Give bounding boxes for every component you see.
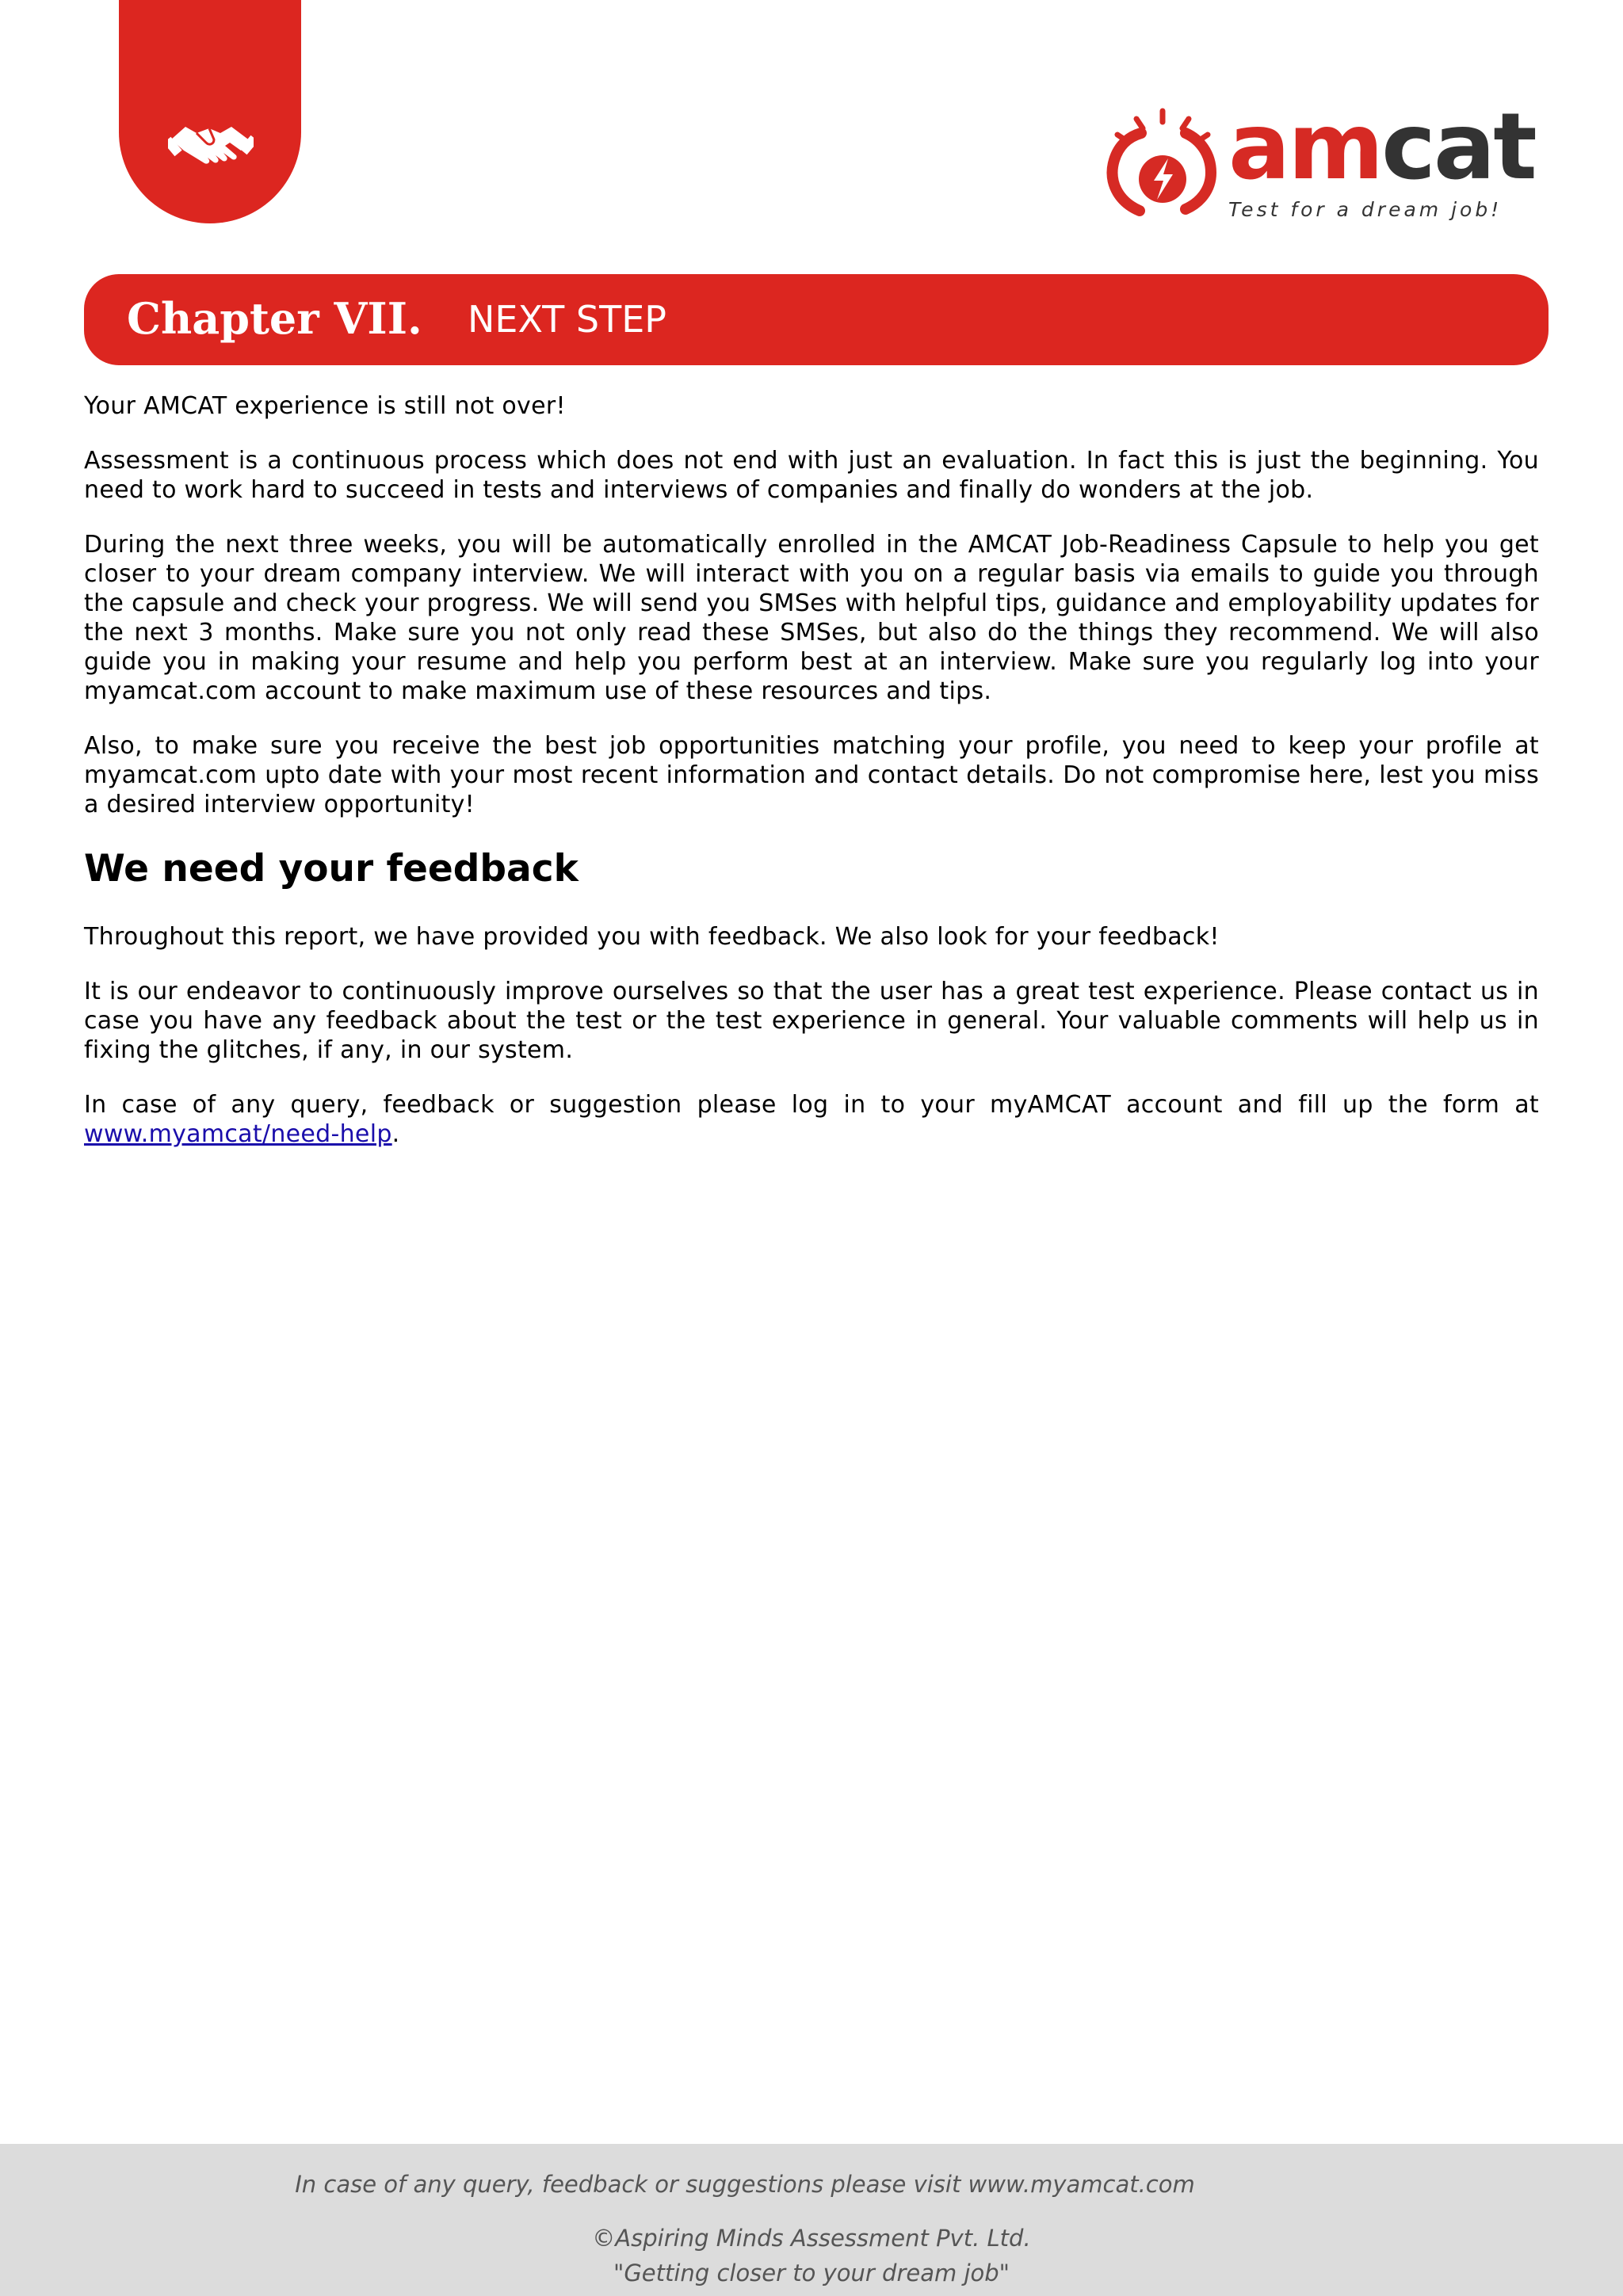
footer-copyright: ©Aspiring Minds Assessment Pvt. Ltd. (592, 2225, 1031, 2252)
paragraph-profile: Also, to make sure you receive the best job opportunities matching your profile, you need to keep your profile at myamcat.com upto date with your most recent information and contact details. Do not compromise here, lest you miss a desired interview opportunity! (84, 732, 1539, 818)
logo-wordmark-am: am (1228, 93, 1382, 200)
need-help-link[interactable]: www.myamcat/need-help (84, 1120, 392, 1149)
logo-wordmark-cat: cat (1381, 93, 1535, 200)
handshake-icon (168, 119, 254, 174)
footer-slogan: "Getting closer to your dream job" (613, 2260, 1010, 2286)
logo-wordmark (1228, 93, 1535, 200)
chapter-label: Chapter VII. (127, 293, 422, 344)
paragraph-assessment: Assessment is a continuous process which does not end with just an evaluation. In fact this is just the beginning. You need to work hard to succeed in tests and interviews of companies and finally do wonders at the job. (84, 447, 1539, 504)
page-footer (0, 2144, 1623, 2296)
footer-query-line: In case of any query, feedback or suggestions please visit www.myamcat.com (295, 2171, 1195, 2198)
chapter-title: NEXT STEP (468, 298, 667, 341)
body-content (84, 391, 1539, 1174)
bulb-logo-icon (1103, 108, 1222, 227)
paragraph-feedback: Throughout this report, we have provided you with feedback. We also look for your feedback! (84, 923, 1220, 952)
header-tab (119, 0, 301, 223)
feedback-heading: We need your feedback (84, 847, 579, 891)
logo-tagline: Test for a dream job! (1228, 198, 1503, 221)
paragraph-endeavor: It is our endeavor to continuously improve ourselves so that the user has a great test experience. Please contact us in case you have any feedback about the test or the test experience in general. Your valuable comments will help us in fixing the glitches, if any, in our system. (84, 978, 1539, 1065)
paragraph-intro: Your AMCAT experience is still not over! (84, 392, 566, 420)
query-text: In case of any query, feedback or suggestion please log in to your myAMCAT account and fill up the form at (84, 1091, 1539, 1119)
query-end: . (391, 1120, 400, 1149)
amcat-logo (1103, 93, 1535, 227)
paragraph-query (84, 1090, 1539, 1149)
paragraph-capsule: During the next three weeks, you will be automatically enrolled in the AMCAT Job-Readiness Capsule to help you get closer to your dream company interview. We will interact with you on a regular basis via emails to guide you through the capsule and check your progress. We will send you SMSes with helpful tips, guidance and employability updates for the next 3 months. Make sure you not only read these SMSes, but also do the things they recommend. We will also guide you in making your resume and help you perform best at an interview. Make sure you regularly log into your myamcat.com account to make maximum use of these resources and tips. (84, 531, 1539, 705)
chapter-banner (84, 274, 1549, 365)
